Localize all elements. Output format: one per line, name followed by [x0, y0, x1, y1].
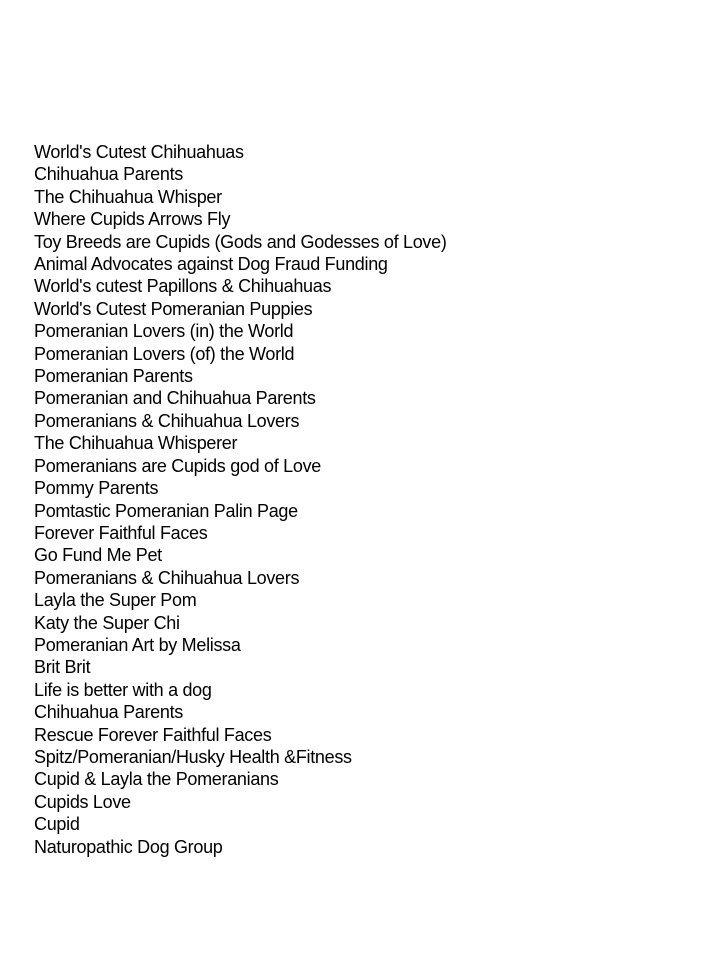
list-item: Cupids Love: [34, 791, 131, 812]
list-item: World's Cutest Pomeranian Puppies: [34, 298, 313, 319]
list-item: Pomeranians are Cupids god of Love: [34, 455, 321, 476]
list-item: Pomeranian Parents: [34, 366, 193, 387]
group-name-list: [34, 141, 447, 858]
list-item: World's Cutest Chihuahuas: [34, 142, 244, 162]
list-item: Chihuahua Parents: [34, 702, 184, 723]
list-item: Cupid & Layla the Pomeranians: [34, 769, 279, 790]
list-item: Pomtastic Pomeranian Palin Page: [34, 500, 298, 521]
list-item: The Chihuahua Whisper: [34, 186, 222, 207]
list-item: Life is better with a dog: [34, 679, 212, 700]
list-item: Pomeranian and Chihuahua Parents: [34, 388, 316, 409]
list-item: Layla the Super Pom: [34, 590, 197, 611]
list-item: Where Cupids Arrows Fly: [34, 209, 231, 230]
list-item: Pomeranians & Chihuahua Lovers: [34, 567, 300, 588]
list-item: Katy the Super Chi: [34, 612, 180, 633]
list-item: Spitz/Pomeranian/Husky Health &Fitness: [34, 746, 352, 767]
list-item: Cupid: [34, 814, 80, 835]
list-item: Chihuahua Parents: [34, 164, 184, 185]
list-item: Pomeranian Lovers (in) the World: [34, 321, 294, 342]
list-item: Pomeranian Art by Melissa: [34, 634, 241, 655]
list-item: Brit Brit: [34, 657, 91, 678]
list-item: Forever Faithful Faces: [34, 522, 208, 543]
list-item: Naturopathic Dog Group: [34, 836, 223, 857]
list-item: Rescue Forever Faithful Faces: [34, 724, 272, 745]
list-item: Pomeranian Lovers (of) the World: [34, 343, 295, 364]
list-item: World's cutest Papillons & Chihuahuas: [34, 276, 332, 297]
list-item: Animal Advocates against Dog Fraud Funding: [34, 254, 388, 275]
list-item: The Chihuahua Whisperer: [34, 433, 238, 454]
list-item: Toy Breeds are Cupids (Gods and Godesses of Love): [34, 231, 447, 252]
list-item: Go Fund Me Pet: [34, 545, 162, 566]
list-item: Pomeranians & Chihuahua Lovers: [34, 410, 300, 431]
list-item: Pommy Parents: [34, 478, 159, 499]
